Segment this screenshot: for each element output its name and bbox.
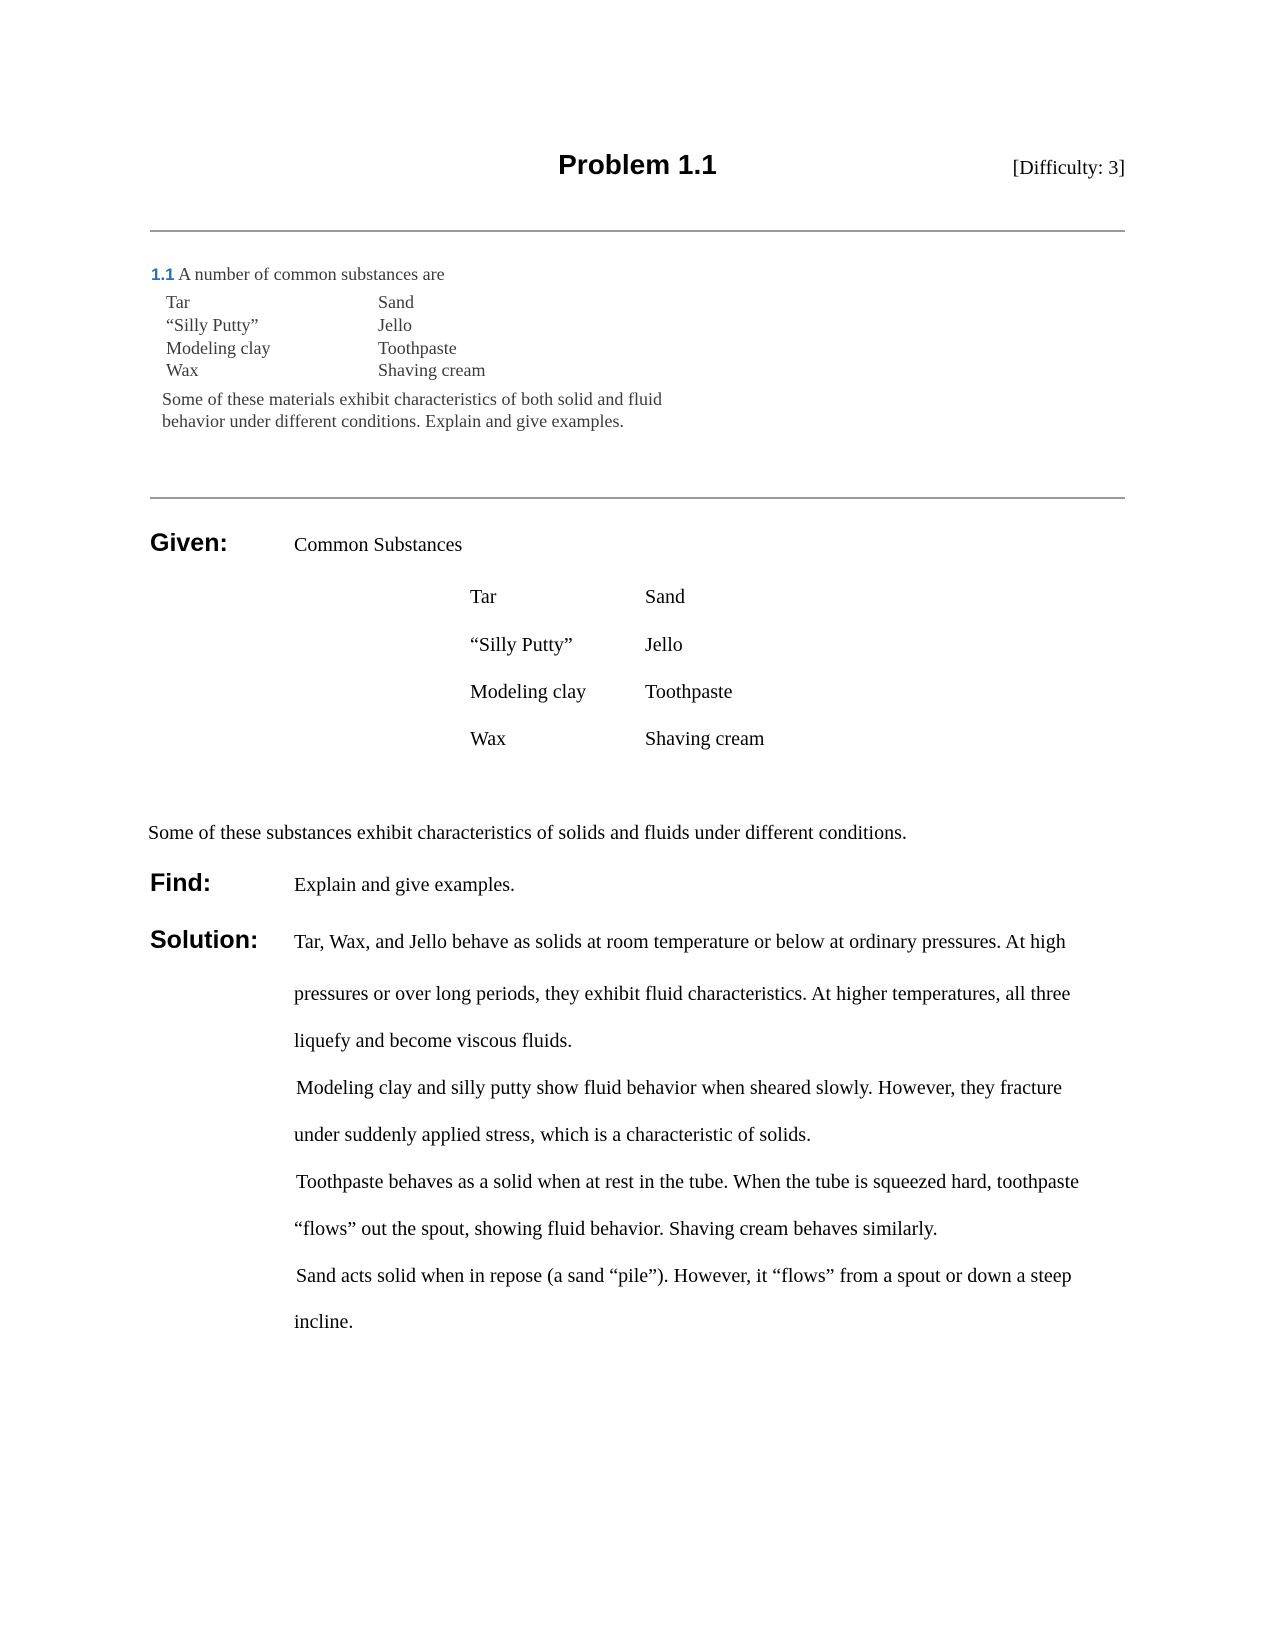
top-divider — [150, 230, 1125, 232]
substance-right: Shaving cream — [645, 728, 765, 750]
find-text: Explain and give examples. — [294, 874, 516, 896]
excerpt-number: 1.1 — [151, 265, 175, 284]
solution-line: Modeling clay and silly putty show fluid behavior when sheared slowly. However, they fracture — [296, 1077, 1063, 1099]
given-label: Given: — [150, 529, 228, 557]
solution-line: incline. — [294, 1311, 354, 1333]
solution-line: Tar, Wax, and Jello behave as solids at room temperature or below at ordinary pressures. At high — [294, 931, 1066, 953]
solution-line: Sand acts solid when in repose (a sand “pile”). However, it “flows” from a spout or down a steep — [296, 1265, 1072, 1287]
solution-line: “flows” out the spout, showing fluid behavior. Shaving cream behaves similarly. — [294, 1218, 938, 1240]
excerpt-right-item: Jello — [378, 315, 412, 335]
excerpt-left-item: Modeling clay — [166, 338, 271, 358]
solution-line: Toothpaste behaves as a solid when at rest in the tube. When the tube is squeezed hard, toothpaste — [296, 1171, 1080, 1193]
excerpt-right-item: Shaving cream — [378, 360, 486, 380]
substance-right: Toothpaste — [645, 681, 733, 703]
solution-line: under suddenly applied stress, which is a characteristic of solids. — [294, 1124, 812, 1146]
excerpt-intro: A number of common substances are — [178, 264, 445, 284]
substance-left: Tar — [470, 586, 497, 608]
bottom-divider — [150, 497, 1125, 499]
excerpt-left-item: Tar — [166, 292, 190, 312]
given-text: Common Substances — [294, 534, 463, 556]
excerpt-paragraph: Some of these materials exhibit characteristics of both solid and fluid behavior under different conditions. Explain and give examples. — [162, 389, 662, 431]
find-label: Find: — [150, 869, 212, 897]
solution-label: Solution: — [150, 926, 259, 954]
excerpt-intro-line — [151, 263, 445, 286]
difficulty-label: [Difficulty: 3] — [1012, 157, 1125, 179]
substance-left: “Silly Putty” — [470, 634, 573, 656]
substance-left: Modeling clay — [470, 681, 587, 703]
page-title: Problem 1.1 — [558, 149, 717, 180]
given-note: Some of these substances exhibit characteristics of solids and fluids under different conditions. — [148, 822, 907, 844]
solution-line: pressures or over long periods, they exhibit fluid characteristics. At higher temperatures, all three — [294, 983, 1071, 1005]
substance-left: Wax — [470, 728, 507, 750]
solution-line: liquefy and become viscous fluids. — [294, 1030, 573, 1052]
substance-right: Sand — [645, 586, 685, 608]
excerpt-left-item: Wax — [166, 360, 199, 380]
excerpt-right-item: Sand — [378, 292, 414, 312]
excerpt-right-item: Toothpaste — [378, 338, 457, 358]
excerpt-left-item: “Silly Putty” — [166, 315, 259, 335]
substance-right: Jello — [645, 634, 683, 656]
